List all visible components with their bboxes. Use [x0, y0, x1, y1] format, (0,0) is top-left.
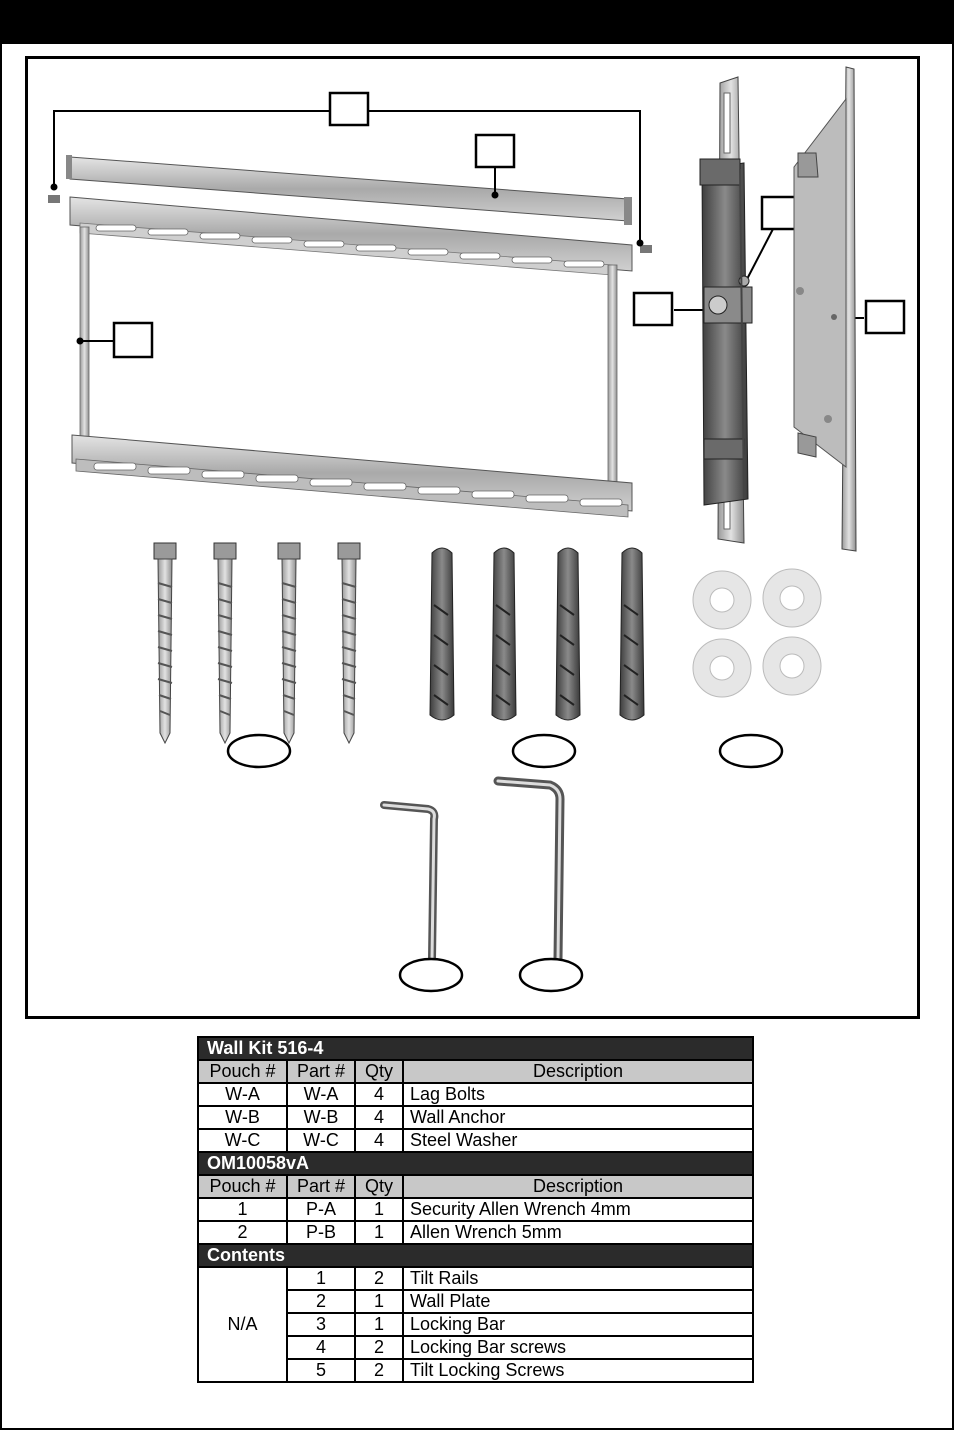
- table-row: W-C W-C 4 Steel Washer: [198, 1129, 753, 1152]
- parts-table: [197, 1036, 754, 1383]
- wall-anchors: [430, 548, 644, 720]
- table-row: 5 2 Tilt Locking Screws: [198, 1359, 753, 1382]
- table-row: 3 1 Locking Bar: [198, 1313, 753, 1336]
- table-section-wall-kit: Wall Kit 516-4: [198, 1037, 753, 1060]
- table-section-hardware-pack: OM10058vA: [198, 1152, 753, 1175]
- table-row: 2 P-B 1 Allen Wrench 5mm: [198, 1221, 753, 1244]
- parts-illustration: [25, 56, 920, 1019]
- table-section-contents: Contents: [198, 1244, 753, 1267]
- lag-bolts: [154, 543, 360, 743]
- table-row: 4 2 Locking Bar screws: [198, 1336, 753, 1359]
- label-ovals: [228, 735, 782, 991]
- pouch-cell: N/A: [198, 1267, 287, 1382]
- parts-diagram: [28, 59, 917, 1016]
- table-row: N/A 1 2 Tilt Rails: [198, 1267, 753, 1290]
- table-row: 1 P-A 1 Security Allen Wrench 4mm: [198, 1198, 753, 1221]
- wall-bracket-side-view: [794, 67, 856, 551]
- column-header-row: Pouch # Part # Qty Description: [198, 1175, 753, 1198]
- column-header-row: Pouch # Part # Qty Description: [198, 1060, 753, 1083]
- table-row: W-B W-B 4 Wall Anchor: [198, 1106, 753, 1129]
- table-row: 2 1 Wall Plate: [198, 1290, 753, 1313]
- header-band: [0, 0, 954, 44]
- tilt-rail-side-view: [700, 77, 752, 543]
- allen-wrenches: [384, 781, 560, 959]
- table-row: W-A W-A 4 Lag Bolts: [198, 1083, 753, 1106]
- steel-washers: [693, 569, 821, 697]
